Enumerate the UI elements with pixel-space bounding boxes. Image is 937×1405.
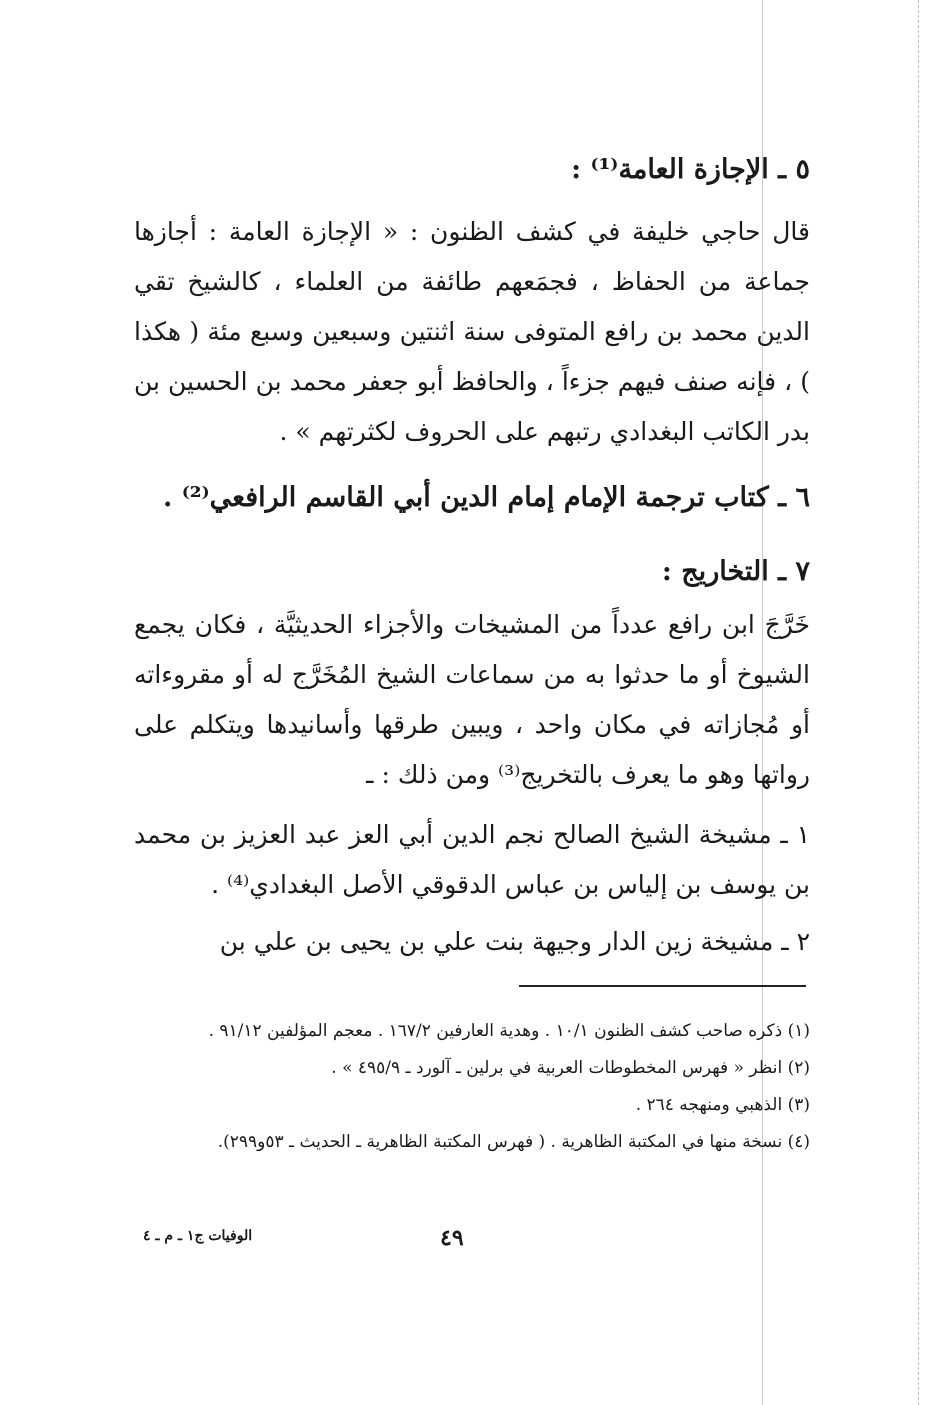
page-number: ٤٩: [440, 1225, 464, 1251]
footnote-separator: [519, 985, 806, 987]
list-item-1: [134, 810, 810, 910]
section-7-paragraph: [134, 600, 810, 800]
section-5-text: قال حاجي خليفة في كشف الظنون : « الإجازة العامة : أجازها جماعة من الحفاظ ، فجمَعهم طائفة من العلماء ، كالشيخ تقي الدين محمد بن رافع المتوفى سنة اثنتين وسبعين وسبع مئة ( هكذا ) ، فإنه صنف فيهم جزءاً ، والحافظ أبو جعفر محمد بن الحسين بن بدر الكاتب البغدادي رتبهم على الحروف لكثرتهم » .: [134, 217, 810, 446]
list-item-2: [134, 917, 810, 967]
printer-signature: الوفيات ج١ ـ م ـ ٤: [143, 1228, 253, 1244]
footnote-4: (٤) نسخة منها في المكتبة الظاهرية . ( فهرس المكتبة الظاهرية ـ الحديث ـ ٥٣و٢٩٩).: [217, 1132, 810, 1152]
list-item-2-text: ٢ ـ مشيخة زين الدار وجيهة بنت علي بن يحيى بن علي بن: [219, 927, 810, 956]
list-item-1-text: ١ ـ مشيخة الشيخ الصالح نجم الدين أبي العز عبد العزيز بن محمد بن يوسف بن إلياس بن عباس الدقوقي الأصل البغدادي⁽⁴⁾ .: [134, 820, 810, 899]
footnotes: [134, 1018, 810, 1166]
section-6-heading: ٦ ـ كتاب ترجمة الإمام إمام الدين أبي القاسم الرافعي⁽²⁾ .: [162, 482, 810, 513]
footnote-3: (٣) الذهبي ومنهجه ٢٦٤ .: [635, 1095, 810, 1115]
footnote-2: (٢) انظر « فهرس المخطوطات العربية في برلين ـ آلورد ـ ٤٩٥/٩ » .: [331, 1058, 810, 1078]
binding-edge-line: [918, 0, 920, 1405]
section-5-heading: ٥ ـ الإجازة العامة⁽¹⁾ :: [571, 154, 810, 185]
section-5-paragraph: [134, 207, 810, 457]
section-7-text: خَرَّجَ ابن رافع عدداً من المشيخات والأجزاء الحديثيَّة ، فكان يجمع الشيوخ أو ما حدثوا به من سماعات الشيخ المُخَرَّج له أو مقروءاته أو مُجازاته في مكان واحد ، ويبين طرقها وأسانيدها ويتكلم على رواتها وهو ما يعرف بالتخريج⁽³⁾ ومن ذلك : ـ: [134, 610, 810, 789]
section-7-heading: ٧ ـ التخاريج :: [661, 556, 810, 587]
footnote-1: (١) ذكره صاحب كشف الظنون ١٠/١ . وهدية العارفين ١٦٧/٢ . معجم المؤلفين ٩١/١٢ .: [208, 1021, 810, 1041]
